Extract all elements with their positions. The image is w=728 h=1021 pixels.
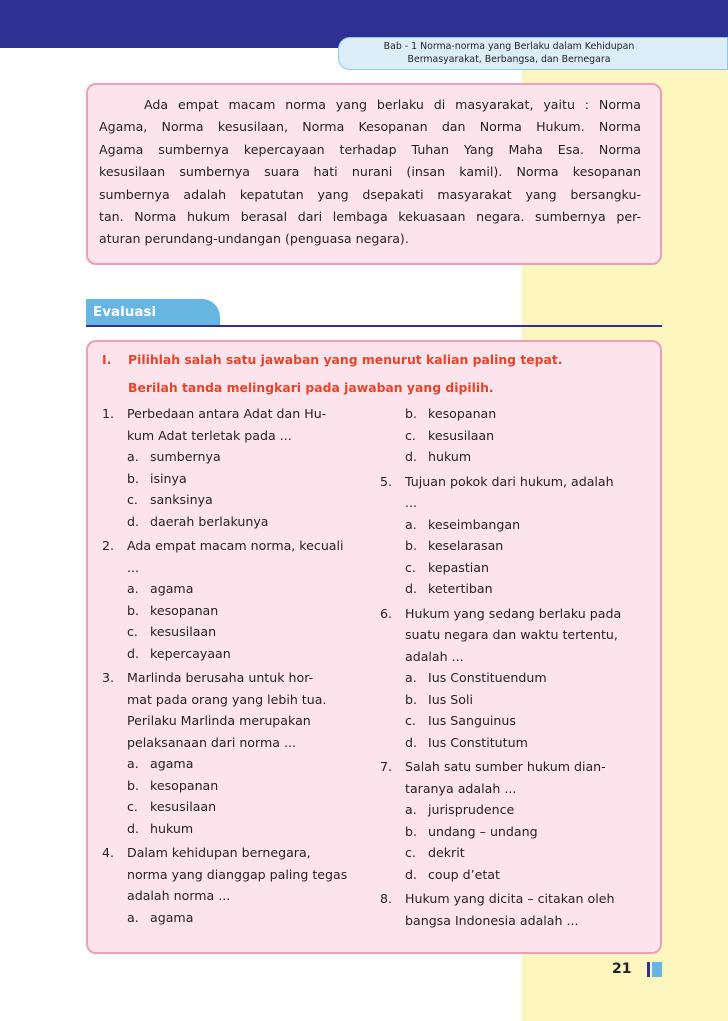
- chapter-title-line1: Bab - 1 Norma-norma yang Berlaku dalam Kehidupan: [383, 41, 635, 52]
- answer-option-3b[interactable]: b. kesopanan: [127, 777, 219, 793]
- answer-option-5d[interactable]: d. ketertiban: [405, 581, 493, 596]
- question-text: Marlinda berusaha untuk hor-: [127, 670, 314, 685]
- question-text: Hukum yang sedang berlaku pada: [405, 605, 622, 621]
- question-text: Hukum yang dicita – citakan oleh: [405, 891, 615, 906]
- question-text: Dalam kehidupan bernegara,: [127, 845, 311, 860]
- chapter-title: [345, 40, 673, 66]
- question-text: bangsa Indonesia adalah ...: [405, 912, 579, 928]
- answer-option-4b[interactable]: b. kesopanan: [405, 406, 497, 421]
- answer-option-1a[interactable]: a. sumbernya: [127, 449, 221, 464]
- question-7: [380, 756, 642, 778]
- section-divider: [86, 325, 662, 327]
- summary-line: Agama, Norma kesusilaan, Norma Kesopanan dan Norma Hukum. Norma: [99, 119, 641, 135]
- question-number: 8.: [380, 891, 393, 906]
- answer-option-2c[interactable]: c. kesusilaan: [127, 624, 217, 639]
- question-number: 1.: [102, 406, 115, 421]
- answer-option-2d[interactable]: d. kepercayaan: [127, 645, 231, 661]
- question-text: suatu negara dan waktu tertentu,: [405, 627, 618, 642]
- answer-option-3c[interactable]: c. kesusilaan: [127, 799, 217, 814]
- answer-option-6b[interactable]: b. Ius Soli: [405, 691, 473, 707]
- answer-option-7a[interactable]: a. jurisprudence: [405, 802, 515, 817]
- question-text: ...: [405, 495, 418, 510]
- question-text: Ada empat macam norma, kecuali: [127, 538, 344, 553]
- answer-option-5a[interactable]: a. keseimbangan: [405, 516, 521, 532]
- question-text: Tujuan pokok dari hukum, adalah: [405, 473, 614, 489]
- answer-option-5c[interactable]: c. kepastian: [405, 559, 490, 575]
- answer-option-6c[interactable]: c. Ius Sanguinus: [405, 713, 516, 728]
- question-number: 7.: [380, 759, 393, 774]
- question-3: [102, 667, 364, 689]
- answer-option-7c[interactable]: c. dekrit: [405, 845, 465, 860]
- question-4: [102, 842, 364, 864]
- question-text: mat pada orang yang lebih tua.: [127, 691, 327, 707]
- question-8: [380, 888, 642, 910]
- question-text: adalah ...: [405, 648, 464, 664]
- summary-line: Agama sumbernya kepercayaan terhadap Tuhan Yang Maha Esa. Norma: [99, 141, 641, 157]
- section-title: Evaluasi: [93, 304, 157, 320]
- right-question-column: [380, 403, 642, 931]
- question-number: 5.: [380, 473, 393, 489]
- question-5: [380, 471, 642, 493]
- question-number: 3.: [102, 670, 115, 685]
- question-text: taranya adalah ...: [405, 780, 517, 796]
- summary-line: tan. Norma hukum berasal dari lembaga kekuasaan negara. sumbernya per-: [99, 209, 641, 225]
- left-question-column: [102, 403, 364, 928]
- chapter-title-line2: Bermasyarakat, Berbangsa, dan Bernegara: [407, 54, 611, 65]
- question-6: [380, 603, 642, 625]
- answer-option-7b[interactable]: b. undang – undang: [405, 823, 538, 839]
- question-2: [102, 535, 364, 557]
- instruction-line-2: Berilah tanda melingkari pada jawaban yang dipilih.: [128, 380, 494, 395]
- question-text: kum Adat terletak pada ...: [127, 427, 292, 443]
- question-1: [102, 403, 364, 425]
- question-text: norma yang dianggap paling tegas: [127, 866, 348, 882]
- question-number: 2.: [102, 538, 115, 553]
- question-text: adalah norma ...: [127, 888, 231, 903]
- question-text: ...: [127, 559, 140, 575]
- answer-option-2b[interactable]: b. kesopanan: [127, 602, 219, 618]
- summary-line: aturan perundang-undangan (penguasa negara).: [99, 231, 409, 247]
- answer-option-4a[interactable]: a. agama: [127, 909, 194, 925]
- answer-option-7d[interactable]: d. coup d’etat: [405, 866, 500, 882]
- answer-option-1d[interactable]: d. daerah berlakunya: [127, 513, 269, 529]
- question-text: Perbedaan antara Adat dan Hu-: [127, 406, 327, 421]
- answer-option-3a[interactable]: a. agama: [127, 756, 194, 771]
- summary-line: kesusilaan sumbernya suara hati nurani (insan kamil). Norma kesopanan: [99, 164, 641, 180]
- page-number: 21: [612, 961, 632, 977]
- answer-option-4d[interactable]: d. hukum: [405, 449, 472, 464]
- question-text: Perilaku Marlinda merupakan: [127, 713, 311, 728]
- answer-option-1c[interactable]: c. sanksinya: [127, 492, 213, 507]
- answer-option-5b[interactable]: b. keselarasan: [405, 538, 504, 553]
- summary-line: Ada empat macam norma yang berlaku di masyarakat, yaitu : Norma: [144, 97, 641, 112]
- answer-option-2a[interactable]: a. agama: [127, 581, 194, 596]
- instruction-line-1: Pilihlah salah satu jawaban yang menurut kalian paling tepat.: [128, 352, 563, 367]
- answer-option-1b[interactable]: b. isinya: [127, 470, 187, 486]
- answer-option-4c[interactable]: c. kesusilaan: [405, 427, 495, 443]
- question-text: Salah satu sumber hukum dian-: [405, 759, 606, 774]
- instruction-number: I.: [102, 352, 112, 367]
- answer-option-6d[interactable]: d. Ius Constitutum: [405, 734, 528, 750]
- page-number-accent: [647, 962, 650, 977]
- answer-option-3d[interactable]: d. hukum: [127, 820, 194, 836]
- page-number-accent-block: [652, 962, 662, 977]
- question-number: 6.: [380, 605, 393, 621]
- question-text: pelaksanaan dari norma ...: [127, 734, 296, 750]
- summary-text: [99, 94, 641, 251]
- answer-option-6a[interactable]: a. Ius Constituendum: [405, 670, 547, 685]
- question-number: 4.: [102, 845, 115, 860]
- summary-line: sumbernya adalah kepatutan yang dsepakati masyarakat yang bersangku-: [99, 186, 641, 202]
